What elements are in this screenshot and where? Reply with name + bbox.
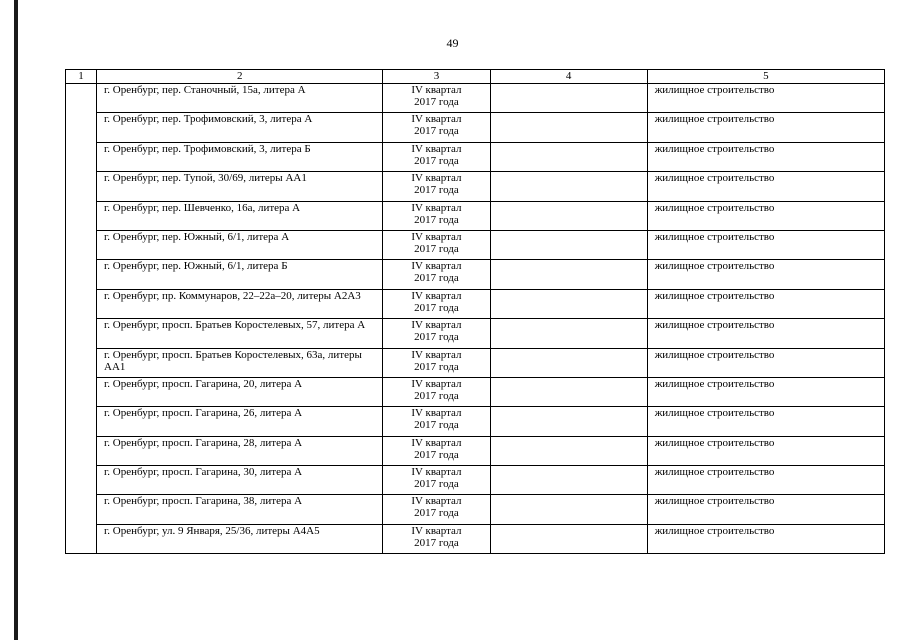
purpose-cell: жилищное строительство <box>647 84 884 113</box>
table-row <box>66 466 885 495</box>
purpose-cell: жилищное строительство <box>647 172 884 201</box>
year-text: 2017 года <box>414 154 459 167</box>
purpose-cell: жилищное строительство <box>647 260 884 289</box>
col-4-cell <box>490 495 647 524</box>
col-4-cell <box>490 319 647 348</box>
year-text: 2017 года <box>414 419 459 432</box>
period-cell <box>383 436 490 465</box>
col-4-cell <box>490 289 647 318</box>
purpose-cell: жилищное строительство <box>647 377 884 406</box>
period-cell <box>383 289 490 318</box>
table-row <box>66 172 885 201</box>
col-4-cell <box>490 172 647 201</box>
col-4-cell <box>490 84 647 113</box>
purpose-cell: жилищное строительство <box>647 142 884 171</box>
year-text: 2017 года <box>414 536 459 549</box>
quarter-text: IV квартал <box>411 201 462 214</box>
address-cell: г. Оренбург, просп. Гагарина, 20, литера А <box>97 377 383 406</box>
table-row <box>66 230 885 259</box>
table-row <box>66 260 885 289</box>
period-cell <box>383 172 490 201</box>
table-row <box>66 495 885 524</box>
table-row <box>66 407 885 436</box>
address-cell: г. Оренбург, просп. Гагарина, 38, литера А <box>97 495 383 524</box>
purpose-cell: жилищное строительство <box>647 348 884 377</box>
col-4-cell <box>490 348 647 377</box>
header-col-3: 3 <box>383 70 490 84</box>
quarter-text: IV квартал <box>411 230 462 243</box>
address-cell: г. Оренбург, пер. Южный, 6/1, литера Б <box>97 260 383 289</box>
quarter-text: IV квартал <box>411 319 462 332</box>
period-cell <box>383 466 490 495</box>
table-row <box>66 289 885 318</box>
quarter-text: IV квартал <box>411 260 462 273</box>
purpose-cell: жилищное строительство <box>647 319 884 348</box>
col-4-cell <box>490 407 647 436</box>
quarter-text: IV квартал <box>411 289 462 302</box>
period-cell <box>383 377 490 406</box>
col-4-cell <box>490 377 647 406</box>
col-4-cell <box>490 142 647 171</box>
col-4-cell <box>490 524 647 553</box>
page-number: 49 <box>446 36 459 50</box>
year-text: 2017 года <box>414 478 459 491</box>
year-text: 2017 года <box>414 301 459 314</box>
merged-col-1-cell <box>66 84 97 554</box>
table-row <box>66 142 885 171</box>
year-text: 2017 года <box>414 125 459 138</box>
purpose-cell: жилищное строительство <box>647 466 884 495</box>
purpose-cell: жилищное строительство <box>647 524 884 553</box>
col-4-cell <box>490 466 647 495</box>
year-text: 2017 года <box>414 389 459 402</box>
col-4-cell <box>490 260 647 289</box>
year-text: 2017 года <box>414 184 459 197</box>
period-cell <box>383 319 490 348</box>
address-cell: г. Оренбург, просп. Гагарина, 26, литера А <box>97 407 383 436</box>
scan-edge-bar <box>14 0 18 640</box>
purpose-cell: жилищное строительство <box>647 495 884 524</box>
purpose-cell: жилищное строительство <box>647 113 884 142</box>
period-cell <box>383 230 490 259</box>
address-cell: г. Оренбург, просп. Гагарина, 30, литера А <box>97 466 383 495</box>
address-cell: г. Оренбург, пер. Южный, 6/1, литера А <box>97 230 383 259</box>
purpose-cell: жилищное строительство <box>647 201 884 230</box>
quarter-text: IV квартал <box>411 436 462 449</box>
period-cell <box>383 524 490 553</box>
address-cell: г. Оренбург, просп. Братьев Коростелевых, 63а, литеры АА1 <box>97 348 383 377</box>
table-row <box>66 113 885 142</box>
header-col-4: 4 <box>490 70 647 84</box>
table-row <box>66 377 885 406</box>
year-text: 2017 года <box>414 331 459 344</box>
address-cell: г. Оренбург, просп. Братьев Коростелевых, 57, литера А <box>97 319 383 348</box>
quarter-text: IV квартал <box>411 142 462 155</box>
address-cell: г. Оренбург, пр. Коммунаров, 22–22а–20, литеры А2А3 <box>97 289 383 318</box>
purpose-cell: жилищное строительство <box>647 407 884 436</box>
year-text: 2017 года <box>414 448 459 461</box>
purpose-cell: жилищное строительство <box>647 289 884 318</box>
address-cell: г. Оренбург, пер. Станочный, 15а, литера А <box>97 84 383 113</box>
year-text: 2017 года <box>414 272 459 285</box>
year-text: 2017 года <box>414 360 459 373</box>
table-header-row <box>66 70 885 84</box>
table-row <box>66 348 885 377</box>
header-col-1: 1 <box>66 70 97 84</box>
quarter-text: IV квартал <box>411 348 462 361</box>
period-cell <box>383 407 490 436</box>
period-cell <box>383 142 490 171</box>
quarter-text: IV квартал <box>411 377 462 390</box>
period-cell <box>383 113 490 142</box>
address-cell: г. Оренбург, пер. Трофимовский, 3, литера А <box>97 113 383 142</box>
address-cell: г. Оренбург, пер. Тупой, 30/69, литеры АА1 <box>97 172 383 201</box>
period-cell <box>383 201 490 230</box>
quarter-text: IV квартал <box>411 466 462 479</box>
address-cell: г. Оренбург, ул. 9 Января, 25/36, литеры А4А5 <box>97 524 383 553</box>
col-4-cell <box>490 201 647 230</box>
quarter-text: IV квартал <box>411 524 462 537</box>
year-text: 2017 года <box>414 213 459 226</box>
quarter-text: IV квартал <box>411 172 462 185</box>
address-cell: г. Оренбург, просп. Гагарина, 28, литера А <box>97 436 383 465</box>
period-cell <box>383 495 490 524</box>
year-text: 2017 года <box>414 96 459 108</box>
table-row <box>66 436 885 465</box>
period-cell <box>383 260 490 289</box>
year-text: 2017 года <box>414 242 459 255</box>
col-4-cell <box>490 230 647 259</box>
address-cell: г. Оренбург, пер. Шевченко, 16а, литера А <box>97 201 383 230</box>
table-row <box>66 201 885 230</box>
header-col-2: 2 <box>97 70 383 84</box>
table-row <box>66 84 885 113</box>
data-table <box>65 69 885 554</box>
year-text: 2017 года <box>414 507 459 520</box>
col-4-cell <box>490 113 647 142</box>
table-row <box>66 319 885 348</box>
header-col-5: 5 <box>647 70 884 84</box>
quarter-text: IV квартал <box>411 407 462 420</box>
address-cell: г. Оренбург, пер. Трофимовский, 3, литера Б <box>97 142 383 171</box>
col-4-cell <box>490 436 647 465</box>
quarter-text: IV квартал <box>411 495 462 508</box>
quarter-text: IV квартал <box>411 113 462 126</box>
quarter-text: IV квартал <box>411 84 462 96</box>
purpose-cell: жилищное строительство <box>647 436 884 465</box>
purpose-cell: жилищное строительство <box>647 230 884 259</box>
period-cell <box>383 348 490 377</box>
period-cell <box>383 84 490 113</box>
table-row <box>66 524 885 553</box>
table-body <box>66 84 885 554</box>
